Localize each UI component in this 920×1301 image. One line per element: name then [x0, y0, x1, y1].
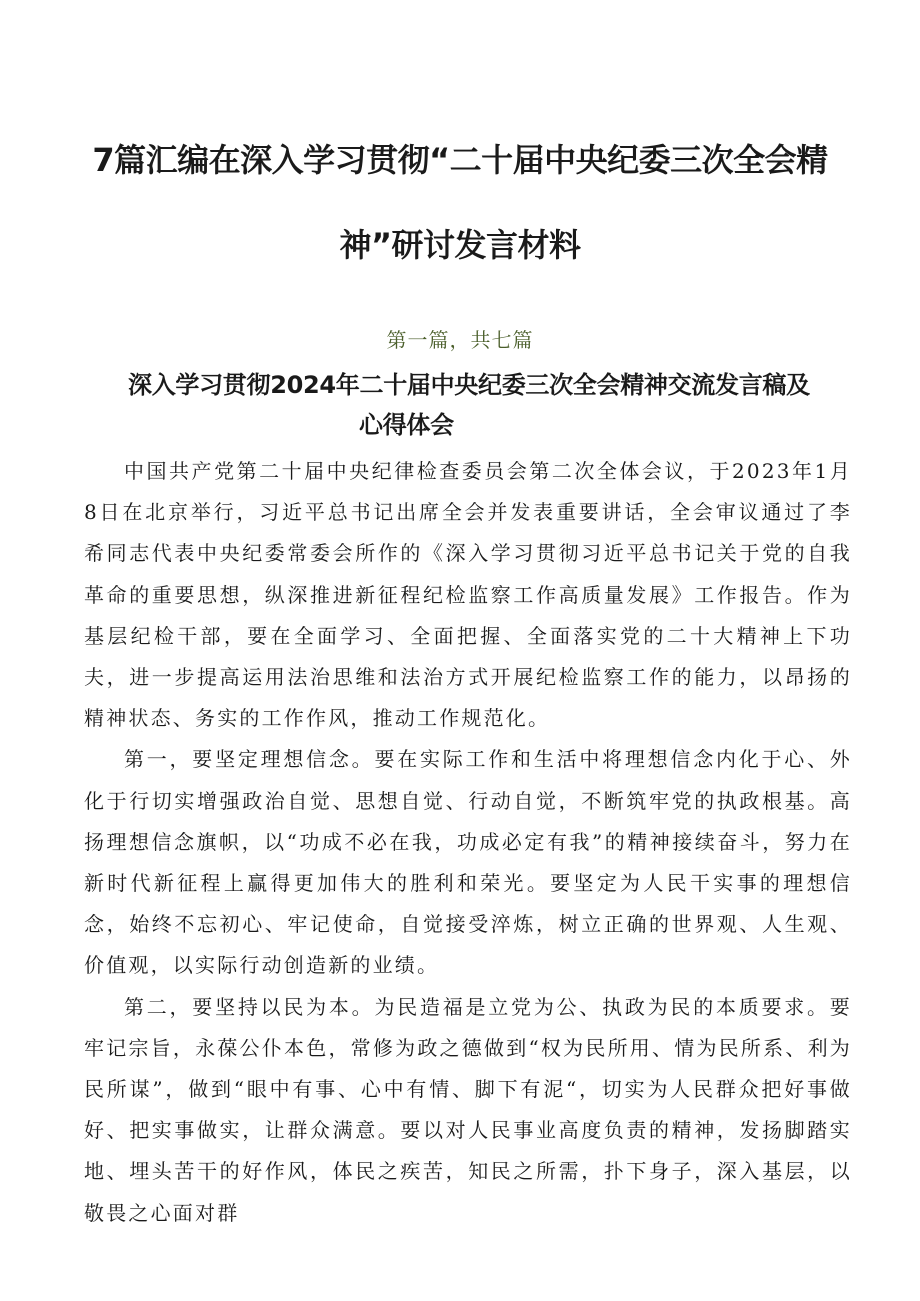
- chapter-label: 第一篇，共七篇: [386, 328, 534, 352]
- document-title-line-2: 神”研讨发言材料: [339, 226, 581, 264]
- section-title-line-1: 深入学习贯彻2024年二十届中央纪委三次全会精神交流发言稿及: [128, 371, 810, 399]
- document-body: [84, 451, 852, 1234]
- body-paragraph-2: 第一，要坚定理想信念。要在实际工作和生活中将理想信念内化于心、外化于行切实增强政治自觉、思想自觉、行动自觉，不断筑牢党的执政根基。高扬理想信念旗帜，以“功成不必在我，功成必定有我”的精神接续奋斗，努力在新时代新征程上赢得更加伟大的胜利和荣光。要坚定为人民干实事的理想信念，始终不忘初心、牢记使命，自觉接受淬炼，树立正确的世界观、人生观、价值观，以实际行动创造新的业绩。: [84, 747, 852, 978]
- document-title-line-1: 7篇汇编在深入学习贯彻“二十届中央纪委三次全会精: [92, 141, 828, 179]
- body-paragraph-1: 中国共产党第二十届中央纪律检查委员会第二次全体会议，于2023年1月8日在北京举行，习近平总书记出席全会并发表重要讲话，全会审议通过了李希同志代表中央纪委常委会所作的《深入学习贯彻习近平总书记关于党的自我革命的重要思想，纵深推进新征程纪检监察工作高质量发展》工作报告。作为基层纪检干部，要在全面学习、全面把握、全面落实党的二十大精神上下功夫，进一步提高运用法治思维和法治方式开展纪检监察工作的能力，以昂扬的精神状态、务实的工作作风，推动工作规范化。: [84, 459, 852, 731]
- body-paragraph-3: 第二，要坚持以民为本。为民造福是立党为公、执政为民的本质要求。要牢记宗旨，永葆公仆本色，常修为政之德做到“权为民所用、情为民所系、利为民所谋”，做到“眼中有事、心中有情、脚下有泥“，切实为人民群众把好事做好、把实事做实，让群众满意。要以对人民事业高度负责的精神，发扬脚踏实地、埋头苦干的好作风，体民之疾苦，知民之所需，扑下身子，深入基层，以敬畏之心面对群: [84, 994, 852, 1225]
- section-title-line-2: 心得体会: [359, 411, 454, 439]
